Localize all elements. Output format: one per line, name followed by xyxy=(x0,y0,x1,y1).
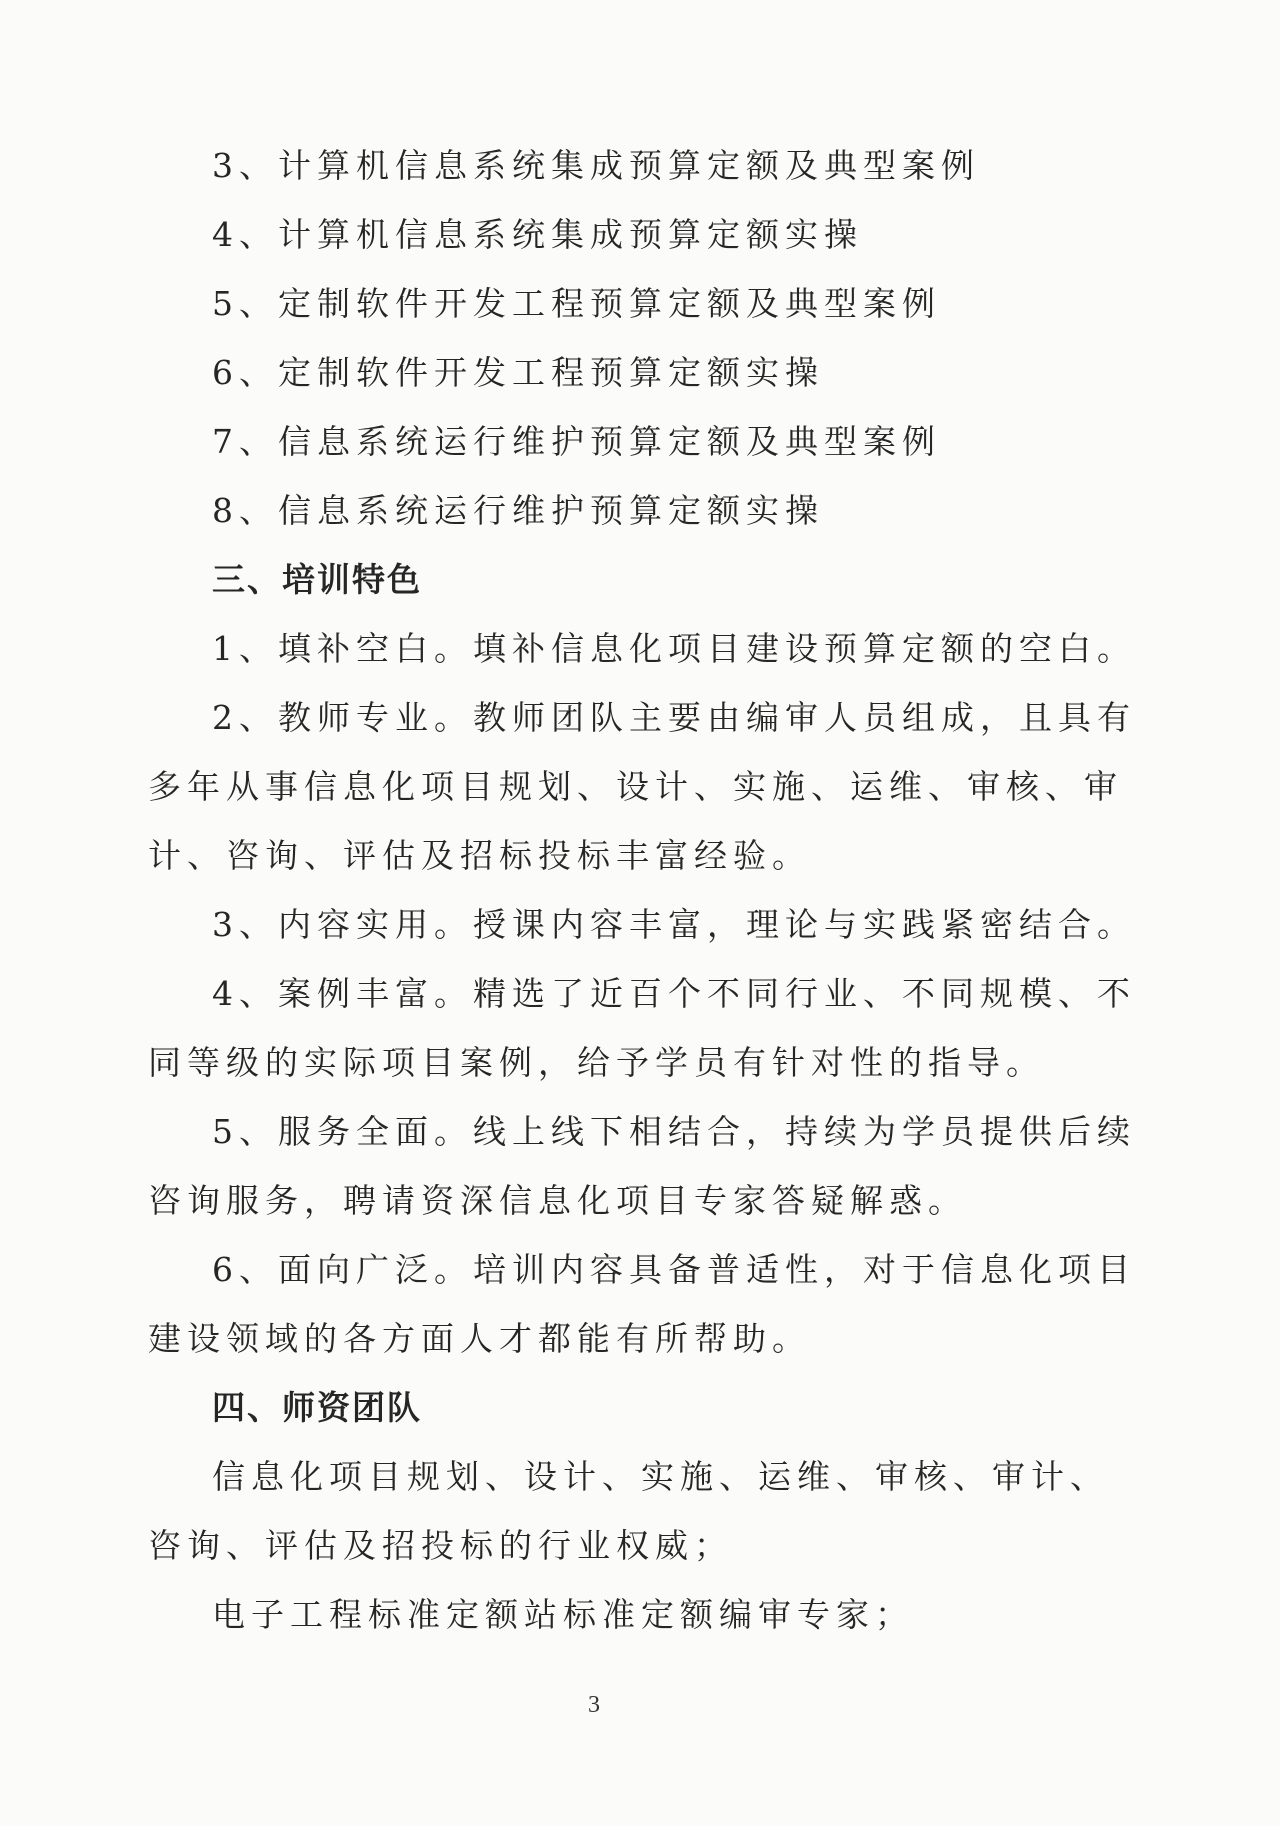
paragraph: 4、案例丰富。精选了近百个不同行业、不同规模、不 xyxy=(212,974,1136,1013)
list-item: 8、信息系统运行维护预算定额实操 xyxy=(212,491,824,530)
paragraph-continuation: 同等级的实际项目案例，给予学员有针对性的指导。 xyxy=(148,1043,1045,1082)
list-item: 4、计算机信息系统集成预算定额实操 xyxy=(212,215,863,254)
paragraph-continuation: 多年从事信息化项目规划、设计、实施、运维、审核、审 xyxy=(148,767,1123,806)
paragraph-continuation: 咨询、评估及招投标的行业权威； xyxy=(148,1526,733,1565)
paragraph: 2、教师专业。教师团队主要由编审人员组成，且具有 xyxy=(212,698,1136,737)
list-item: 7、信息系统运行维护预算定额及典型案例 xyxy=(212,422,941,461)
list-item: 5、定制软件开发工程预算定额及典型案例 xyxy=(212,284,941,323)
section-heading-faculty-team: 四、师资团队 xyxy=(212,1388,422,1427)
paragraph-continuation: 建设领域的各方面人才都能有所帮助。 xyxy=(148,1319,811,1358)
section-heading-training-features: 三、培训特色 xyxy=(212,560,422,599)
list-item: 6、定制软件开发工程预算定额实操 xyxy=(212,353,824,392)
paragraph-continuation: 计、咨询、评估及招标投标丰富经验。 xyxy=(148,836,811,875)
paragraph: 5、服务全面。线上线下相结合，持续为学员提供后续 xyxy=(212,1112,1136,1151)
paragraph: 6、面向广泛。培训内容具备普适性，对于信息化项目 xyxy=(212,1250,1136,1289)
page-number: 3 xyxy=(588,1692,600,1718)
paragraph: 1、填补空白。填补信息化项目建设预算定额的空白。 xyxy=(212,629,1136,668)
paragraph: 信息化项目规划、设计、实施、运维、审核、审计、 xyxy=(212,1457,1109,1496)
paragraph: 电子工程标准定额站标准定额编审专家； xyxy=(212,1595,914,1634)
paragraph: 3、内容实用。授课内容丰富，理论与实践紧密结合。 xyxy=(212,905,1136,944)
list-item: 3、计算机信息系统集成预算定额及典型案例 xyxy=(212,146,980,185)
paragraph-continuation: 咨询服务，聘请资深信息化项目专家答疑解惑。 xyxy=(148,1181,967,1220)
